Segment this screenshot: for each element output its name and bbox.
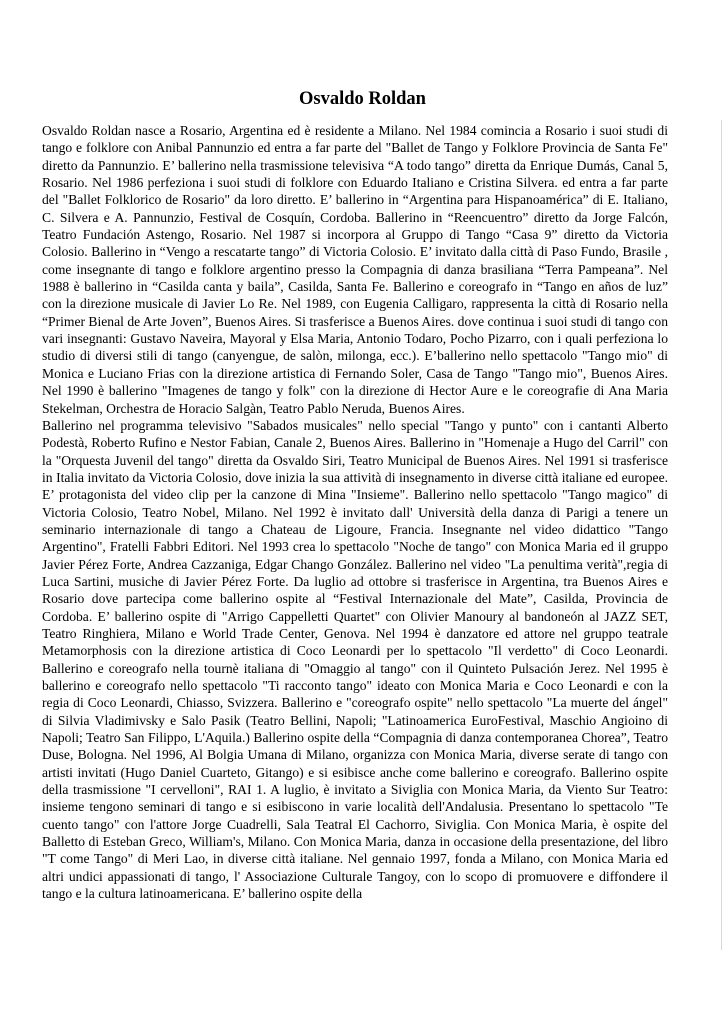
paragraph-2: Ballerino nel programma televisivo "Sabados musicales" nello special "Tango y punto" con i cantanti Alberto Podestà, Roberto Rufino e Nestor Fabian, Canale 2, Buenos Aires. Ballerino in "Homenaje a Hugo del Carril" con la "Orquesta Juvenil del tango" diretta da Osvaldo Siri, Teatro Municipal de Buenos Aires. Nel 1991 si trasferisce in Italia invitato da Victoria Colosio, dove inizia la sua attività di insegnamento in diverse città italiane ed europee. E’ protagonista del video clip per la canzone di Mina "Insieme". Ballerino nello spettacolo "Tango magico" di Victoria Colosio, Teatro Nobel, Milano. Nel 1992 è invitato dall' Università della danza di Parigi a tenere un seminario internazionale di tango a Chateau de Ligoure, Francia. Insegnante nel video didattico "Tango Argentino", Fratelli Fabbri Editori. Nel 1993 crea lo spettacolo "Noche de tango" con Monica Maria ed il gruppo Javier Pérez Forte, Andrea Cazzaniga, Edgar Chango González. Ballerino nel video "La penultima verità",regia di Luca Sartini, musiche di Javier Pérez Forte. Da luglio ad ottobre si trasferisce in Argentina, tra Buenos Aires e Rosario dove partecipa come ballerino ospite al “Festival Internazionale del Mate”, Casilda, Provincia de Cordoba. E’ ballerino ospite di "Arrigo Cappelletti Quartet" con Olivier Manoury al bandoneón al JAZZ SET, Teatro Ringhiera, Milano e World Trade Center, Genova. Nel 1994 è danzatore ed attore nel gruppo teatrale Metamorphosis con la direzione artistica di Coco Leonardi per lo spettacolo "Il verdetto" di Coco Leonardi. Ballerino e coreografo nella tournè italiana di "Omaggio al tango" con il Quinteto Pulsación Jerez. Nel 1995 è ballerino e coreografo nello spettacolo "Ti racconto tango" ideato con Monica Maria e Coco Leonardi e con la regia di Coco Leonardi, Chiasso, Svizzera. Ballerino e "coreografo ospite" nello spettacolo "La muerte del ángel" di Silvia Vladimivsky e Salo Pasik (Teatro Bellini, Napoli; "Latinoamerica EuroFestival, Maschio Angioino di Napoli; Teatro San Filippo, L'Aquila.) Ballerino ospite della “Compagnia di danza contemporanea Chorea”, Teatro Duse, Bologna. Nel 1996, Al Bolgia Umana di Milano, organizza con Monica Maria, diverse serate di tango con artisti invitati (Hugo Daniel Cuarteto, Gitango) e si esibisce anche come ballerino e coreografo. Ballerino ospite della trasmissione "I cervelloni", RAI 1. A luglio, è invitato a Siviglia con Monica Maria, da Viento Sur Teatro: insieme tengono seminari di tango e si esibiscono in varie località dell'Andalusia. Presentano lo spettacolo "Te cuento tango" con l'attore Jorge Cuadrelli, Sala Teatral El Cachorro, Siviglia. Con Monica Maria, è ospite del Balletto di Esteban Greco, William's, Milano. Con Monica Maria, danza in occasione della presentazione, del libro "T come Tango" di Meri Lao, in diverse città italiane. Nel gennaio 1997, fonda a Milano, con Monica Maria ed altri undici appassionati di tango, l' Associazione Culturale Tangoy, con lo scopo di promuovere e diffondere il tango e la cultura latinoamericana. E’ ballerino ospite della: [42, 417, 668, 902]
document-body: [42, 122, 668, 902]
page-edge-divider: [721, 120, 722, 950]
paragraph-1: Osvaldo Roldan nasce a Rosario, Argentina ed è residente a Milano. Nel 1984 comincia a Rosario i suoi studi di tango e folklore con Anibal Pannunzio ed entra a far parte del "Ballet de Tango y Folklore Provincia de Santa Fe" diretto da Pannunzio. E’ ballerino nella trasmissione televisiva “A todo tango” diretta da Enrique Dumás, Canal 5, Rosario. Nel 1986 perfeziona i suoi studi di folklore con Eduardo Italiano e Cristina Silvera. ed entra a far parte del "Ballet Folklorico de Rosario" da loro diretto. E’ ballerino in “Argentina para Hispanoamérica” di E. Italiano, C. Silvera e A. Pannunzio, Festival de Cosquín, Cordoba. Ballerino in “Reencuentro” diretto da Jorge Falcón, Teatro Fundación Astengo, Rosario. Nel 1987 si incorpora al Gruppo di Tango “Casa 9” diretto da Victoria Colosio. Ballerino in “Vengo a rescatarte tango” di Victoria Colosio. E’ invitato dalla città di Paso Fundo, Brasile , come insegnante di tango e folklore argentino presso la Compagnia di danza brasiliana “Terra Pampeana”. Nel 1988 è ballerino in “Casilda canta y baila”, Casilda, Santa Fe. Ballerino e coreografo in “Tango en años de luz” con la direzione musicale di Javier Lo Re. Nel 1989, con Eugenia Calligaro, rappresenta la città di Rosario nella “Primer Bienal de Arte Joven”, Buenos Aires. Si trasferisce a Buenos Aires. dove continua i suoi studi di tango con vari insegnanti: Gustavo Naveira, Mayoral y Elsa Maria, Antonio Todaro, Pocho Pizarro, con i quali perfeziona lo studio di diversi stili di tango (canyengue, de salòn, milonga, ecc.). E’ballerino nello spettacolo "Tango mio" di Monica e Luciano Frias con la direzione artistica di Fernando Soler, Casa de Tango "Tango mio", Buenos Aires. Nel 1990 è ballerino "Imagenes de tango y folk" con la direzione di Hector Aure e le coreografie di Ana Maria Stekelman, Orchestra de Horacio Salgàn, Teatro Pablo Neruda, Buenos Aires.: [42, 123, 668, 416]
document-title: Osvaldo Roldan: [299, 89, 426, 109]
